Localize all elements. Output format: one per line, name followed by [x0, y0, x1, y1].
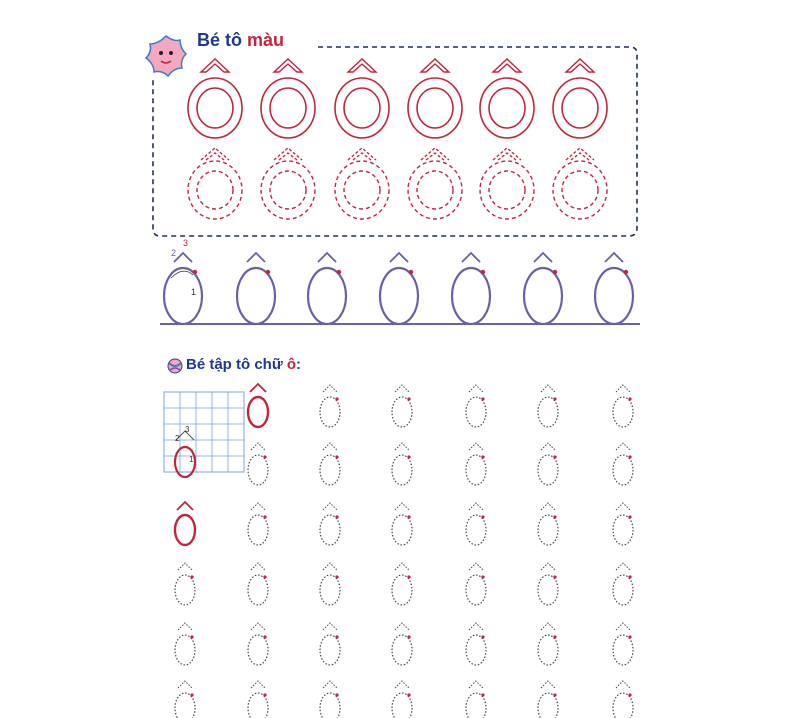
- trace-letter-o: [175, 623, 195, 665]
- trace-letter-o: [613, 503, 633, 545]
- trace-letter-o: [613, 385, 633, 427]
- color-letter-o-hat: [480, 59, 534, 138]
- guide-letter-o: [380, 253, 418, 324]
- coloring-row-dashed: [188, 148, 607, 219]
- trace-letter-o: [392, 563, 412, 605]
- trace-letter-o: [248, 623, 268, 665]
- coloring-row-solid: [188, 59, 607, 138]
- trace-letter-o: [538, 443, 558, 485]
- trace-letter-o: [392, 681, 412, 718]
- trace-title-accent: ô: [286, 356, 297, 373]
- trace-letter-o: [466, 443, 486, 485]
- trace-letter-o: [248, 503, 268, 545]
- color-letter-o-hat: [261, 59, 315, 138]
- grid-stroke-num-3: 3: [185, 425, 190, 434]
- trace-letter-o: [320, 563, 340, 605]
- trace-letter-o: [175, 681, 195, 718]
- section-title-accent: màu: [247, 30, 285, 50]
- trace-letter-o: [538, 623, 558, 665]
- trace-letter-o: [466, 503, 486, 545]
- trace-letter-o: [320, 681, 340, 718]
- trace-letter-o: [320, 443, 340, 485]
- guide-letter-o: [237, 253, 275, 324]
- trace-letter-o: [320, 385, 340, 427]
- trace-letter-o: [392, 385, 412, 427]
- letter-guide-row: [164, 253, 633, 324]
- color-letter-o-hat: [408, 59, 462, 138]
- sample-letter-o: [248, 384, 268, 427]
- dashed-letter-o-hat: [408, 148, 462, 219]
- trace-letter-o: [466, 681, 486, 718]
- trace-title-prefix: Bé tập tô chữ: [186, 356, 287, 373]
- flower-mascot-icon: [146, 36, 186, 76]
- guide-letter-o: [452, 253, 490, 324]
- stroke-num-1: 1: [191, 287, 197, 297]
- trace-letter-o: [466, 623, 486, 665]
- trace-letter-o: [392, 503, 412, 545]
- trace-letter-o: [538, 385, 558, 427]
- color-letter-o-hat: [553, 59, 607, 138]
- guide-letter-o: [308, 253, 346, 324]
- guide-letter-o: [595, 253, 633, 324]
- trace-letter-o: [248, 563, 268, 605]
- guide-letter-o: [524, 253, 562, 324]
- grid-stroke-num-2: 2: [175, 434, 180, 443]
- trace-letter-o: [320, 623, 340, 665]
- trace-letter-o: [613, 623, 633, 665]
- dashed-letter-o-hat: [261, 148, 315, 219]
- sample-letter-o: [175, 502, 195, 545]
- section-title-prefix: Bé tô: [197, 30, 248, 50]
- ball-bullet-icon: [168, 359, 182, 373]
- trace-letter-o: [466, 385, 486, 427]
- dashed-letter-o-hat: [480, 148, 534, 219]
- color-letter-o-hat: [335, 59, 389, 138]
- dashed-letter-o-hat: [335, 148, 389, 219]
- grid-stroke-num-1: 1: [189, 455, 194, 464]
- trace-letter-o: [538, 503, 558, 545]
- trace-letter-o: [613, 443, 633, 485]
- stroke-num-2: 2: [171, 248, 177, 258]
- stroke-num-3: 3: [183, 238, 189, 248]
- trace-letter-o: [392, 443, 412, 485]
- trace-letter-o: [466, 563, 486, 605]
- trace-letter-o: [613, 681, 633, 718]
- trace-letter-o: [320, 503, 340, 545]
- dashed-letter-o-hat: [553, 148, 607, 219]
- trace-title-suffix: :: [296, 356, 302, 373]
- trace-letter-o: [538, 681, 558, 718]
- color-letter-o-hat: [188, 59, 242, 138]
- trace-letter-o: [175, 563, 195, 605]
- trace-letter-o: [613, 563, 633, 605]
- trace-letter-o: [248, 443, 268, 485]
- trace-letter-o: [392, 623, 412, 665]
- dashed-frame: [153, 47, 637, 236]
- trace-letter-o: [248, 681, 268, 718]
- dashed-letter-o-hat: [188, 148, 242, 219]
- trace-letter-o: [538, 563, 558, 605]
- guide-letter-o: [164, 253, 202, 324]
